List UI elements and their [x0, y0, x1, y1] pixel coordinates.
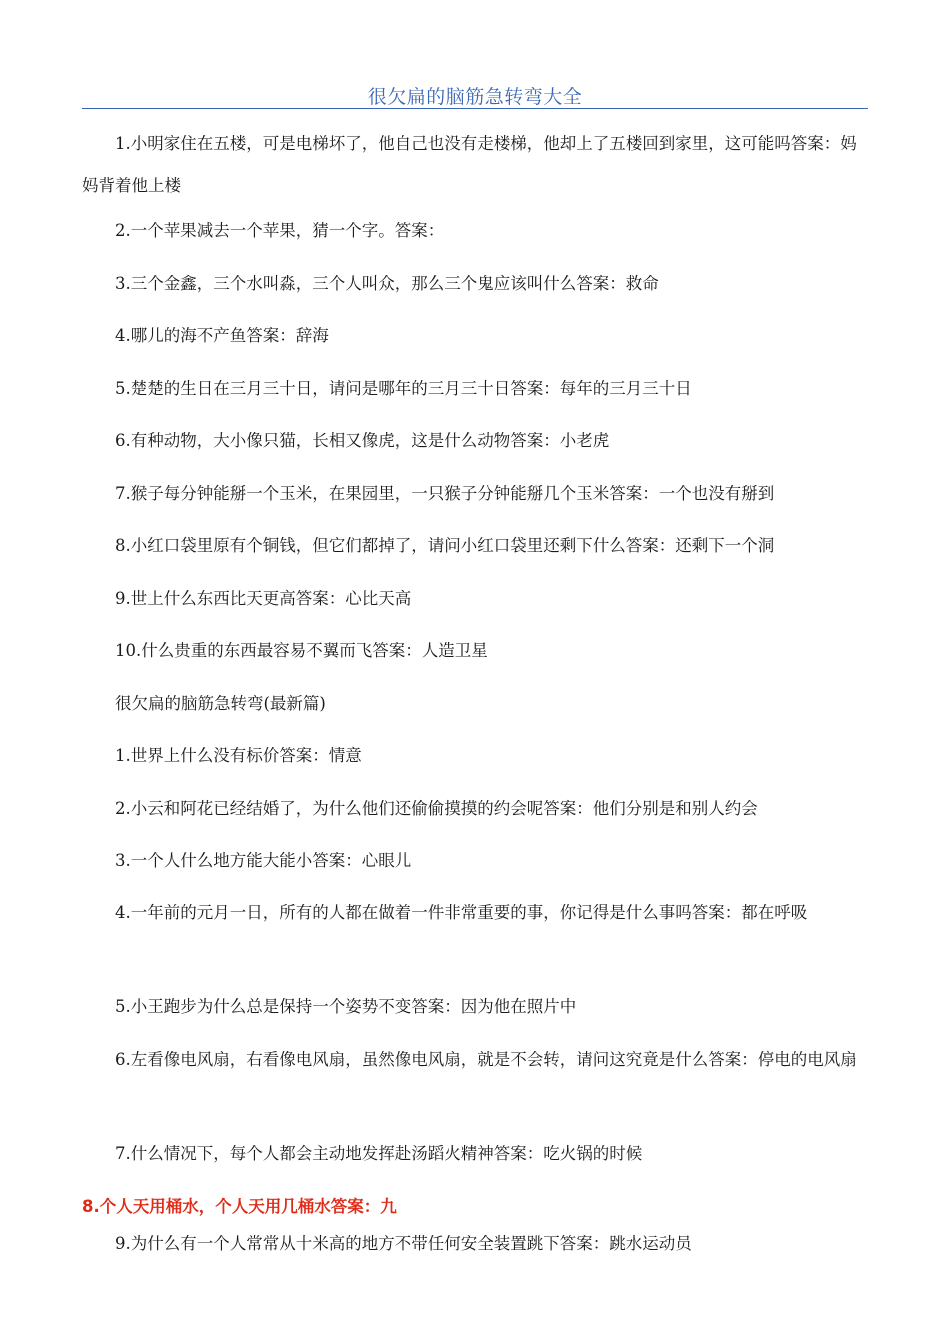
list-item: 1.世界上什么没有标价答案：情意 — [115, 746, 362, 765]
list-item: 6.左看像电风扇，右看像电风扇，虽然像电风扇，就是不会转，请问这究竟是什么答案：停电的电风扇 — [115, 1050, 857, 1069]
list-item: 4.一年前的元月一日，所有的人都在做着一件非常重要的事，你记得是什么事吗答案：都在呼吸 — [115, 903, 808, 922]
list-item: 10.什么贵重的东西最容易不翼而飞答案：人造卫星 — [115, 641, 488, 660]
section-heading: 很欠扁的脑筋急转弯(最新篇) — [115, 694, 326, 713]
list-item: 1.小明家住在五楼，可是电梯坏了，他自己也没有走楼梯，他却上了五楼回到家里，这可能吗答案：妈妈背着他上楼 — [82, 134, 857, 195]
list-item: 9.为什么有一个人常常从十米高的地方不带任何安全装置跳下答案：跳水运动员 — [115, 1234, 692, 1253]
list-item: 3.三个金鑫，三个水叫淼，三个人叫众，那么三个鬼应该叫什么答案：救命 — [115, 274, 659, 293]
page-title: 很欠扁的脑筋急转弯大全 — [367, 86, 583, 108]
list-item: 8.小红口袋里原有个铜钱，但它们都掉了，请问小红口袋里还剩下什么答案：还剩下一个洞 — [115, 536, 775, 555]
list-item: 5.楚楚的生日在三月三十日，请问是哪年的三月三十日答案：每年的三月三十日 — [115, 379, 692, 398]
list-item: 6.有种动物，大小像只猫，长相又像虎，这是什么动物答案：小老虎 — [115, 431, 610, 450]
list-item: 7.什么情况下，每个人都会主动地发挥赴汤蹈火精神答案：吃火锅的时候 — [115, 1144, 643, 1163]
list-item: 9.世上什么东西比天更高答案：心比天高 — [115, 589, 412, 608]
title-rule — [82, 108, 868, 109]
list-item: 5.小王跑步为什么总是保持一个姿势不变答案：因为他在照片中 — [115, 997, 577, 1016]
list-item: 2.小云和阿花已经结婚了，为什么他们还偷偷摸摸的约会呢答案：他们分别是和别人约会 — [115, 799, 758, 818]
list-item: 2.一个苹果减去一个苹果，猜一个字。答案： — [115, 221, 445, 240]
list-item: 7.猴子每分钟能掰一个玉米，在果园里，一只猴子分钟能掰几个玉米答案：一个也没有掰到 — [115, 484, 775, 503]
list-item: 3.一个人什么地方能大能小答案：心眼儿 — [115, 851, 412, 870]
highlighted-item: 8.个人天用桶水，个人天用几桶水答案：九 — [82, 1197, 397, 1216]
list-item: 4.哪儿的海不产鱼答案：辞海 — [115, 326, 329, 345]
